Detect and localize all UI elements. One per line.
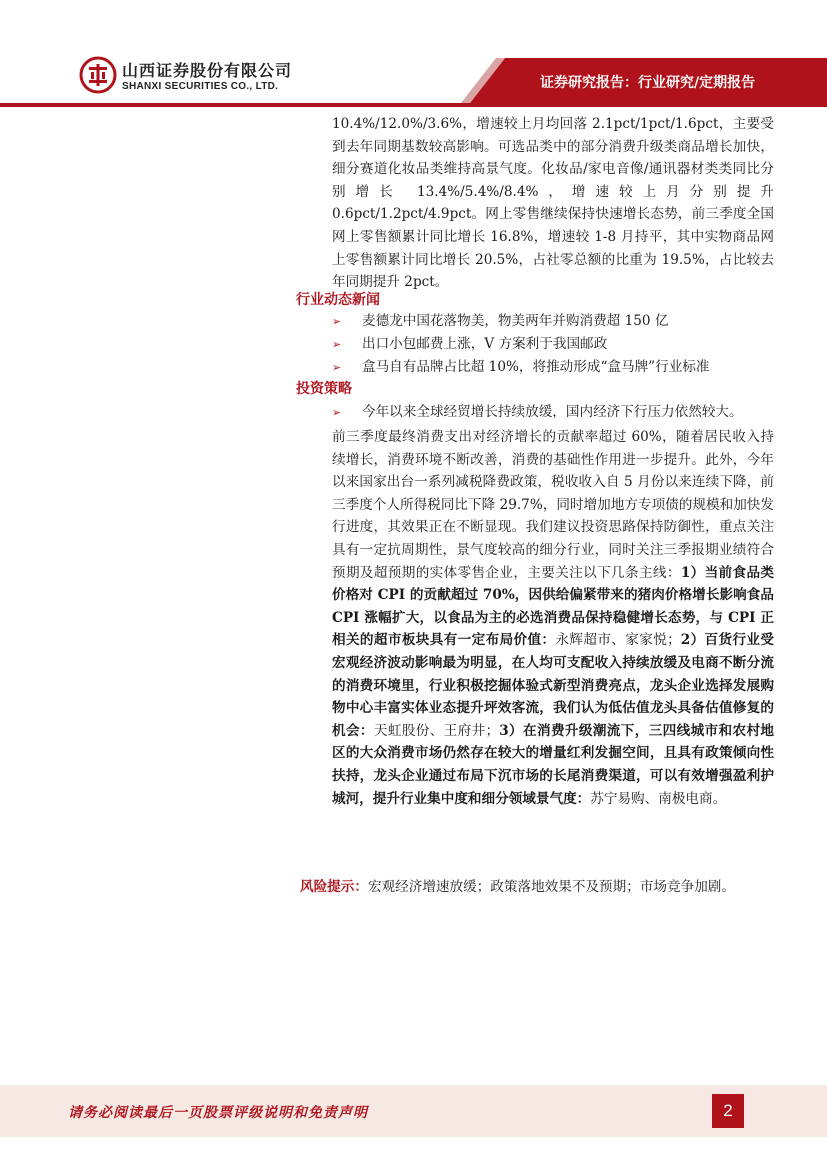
news-item-text: 出口小包邮费上涨，V 方案利于我国邮政 <box>362 336 608 352</box>
intro-paragraph: 10.4%/12.0%/3.6%，增速较上月均回落 2.1pct/1pct/1.6pct，主要受到去年同期基数较高影响。可选品类中的部分消费升级类商品增长加快，细分赛道化妆品类维持高景气度。化妆品/家电音像/通讯器材类类同比分别增长 13.4%/5.4%/8.4%，增速较上月分别提升 0.6pct/1.2pct/4.9pct。网上零售继续保持快速增长态势，前三季度全国网上零售额累计同比增长 16.8%，增速较 1-8 月持平，其中实物商品网上零售额累计同比增长 20.5%，占社零总额的比重为 19.5%，占比较去年同期提升 2pct。 <box>332 116 774 291</box>
news-item <box>332 310 668 333</box>
company-name-cn: 山西证券股份有限公司 <box>122 61 293 80</box>
risk-label: 风险提示： <box>300 879 368 895</box>
strategy-lead <box>332 401 743 424</box>
news-item <box>332 356 710 379</box>
bullet-arrow-icon: ➢ <box>332 315 342 328</box>
bullet-arrow-icon: ➢ <box>332 406 342 419</box>
news-section-title: 行业动态新闻 <box>296 292 380 308</box>
bullet-arrow-icon: ➢ <box>332 361 342 374</box>
strategy-targets-1: 永辉超市、家家悦； <box>555 632 681 649</box>
strategy-point-1: 1）当前食品类价格对 CPI 的贡献超过 70%，因供给偏紧带来的猪肉价格增长影响食品 CPI 涨幅扩大，以食品为主的必选消费品保持稳健增长态势，与 CPI 正相关的超市板块具有一定布局价值： <box>332 564 775 649</box>
risk-warning <box>300 876 735 898</box>
news-item <box>332 333 607 356</box>
page-header <box>0 0 827 118</box>
bullet-arrow-icon: ➢ <box>332 338 342 351</box>
news-item-text: 麦德龙中国花落物美，物美两年并购消费超 150 亿 <box>362 313 669 329</box>
risk-text: 宏观经济增速放缓；政策落地效果不及预期；市场竞争加剧。 <box>367 879 735 895</box>
strategy-point-3: 3）在消费升级潮流下，三四线城市和农村地区的大众消费市场仍然存在较大的增量红利发掘空间，且具有政策倾向性扶持，龙头企业通过布局下沉市场的长尾消费渠道，可以有效增强盈利护城河，提升行业集中度和细分领域景气度： <box>332 722 775 807</box>
company-name-en: SHANXI SECURITIES CO., LTD. <box>122 81 279 92</box>
page-number: 2 <box>712 1094 744 1128</box>
strategy-targets-3: 苏宁易购、南极电商。 <box>590 790 727 807</box>
strategy-body-text: 前三季度最终消费支出对经济增长的贡献率超过 60%，随着居民收入持续增长，消费环境不断改善，消费的基础性作用进一步提升。此外，今年以来国家出台一系列减税降费政策，税收收入自 5 月份以来连续下降，前三季度个人所得税同比下降 29.7%，同时增加地方专项债的规模和加快发行进度，其效果正在不断显现。我们建议投资思路保持防御性，重点关注具有一定抗周期性，景气度较高的细分行业，同时关注三季报期业绩符合预期及超预期的实体零售企业，主要关注以下几条主线： <box>332 429 774 581</box>
footer-disclaimer: 请务必阅读最后一页股票评级说明和免责声明 <box>68 1105 368 1121</box>
strategy-section-title: 投资策略 <box>296 381 352 397</box>
strategy-point-2: 2）百货行业受宏观经济波动影响最为明显，在人均可支配收入持续放缓及电商不断分流的消费环境里，行业积极挖掘体验式新型消费亮点，龙头企业选择发展购物中心丰富实体业态提升坪效客流，我们认为低估值龙头具备估值修复的机会： <box>332 632 774 739</box>
strategy-paragraph <box>332 426 774 810</box>
report-type-label: 证券研究报告：行业研究/定期报告 <box>540 75 756 91</box>
strategy-lead-text: 今年以来全球经贸增长持续放缓，国内经济下行压力依然较大。 <box>362 404 743 420</box>
news-item-text: 盒马自有品牌占比超 10%，将推动形成“盒马牌”行业标准 <box>362 359 710 375</box>
shanxi-securities-logo-icon <box>79 56 117 94</box>
strategy-targets-2: 天虹股份、王府井； <box>373 722 500 739</box>
